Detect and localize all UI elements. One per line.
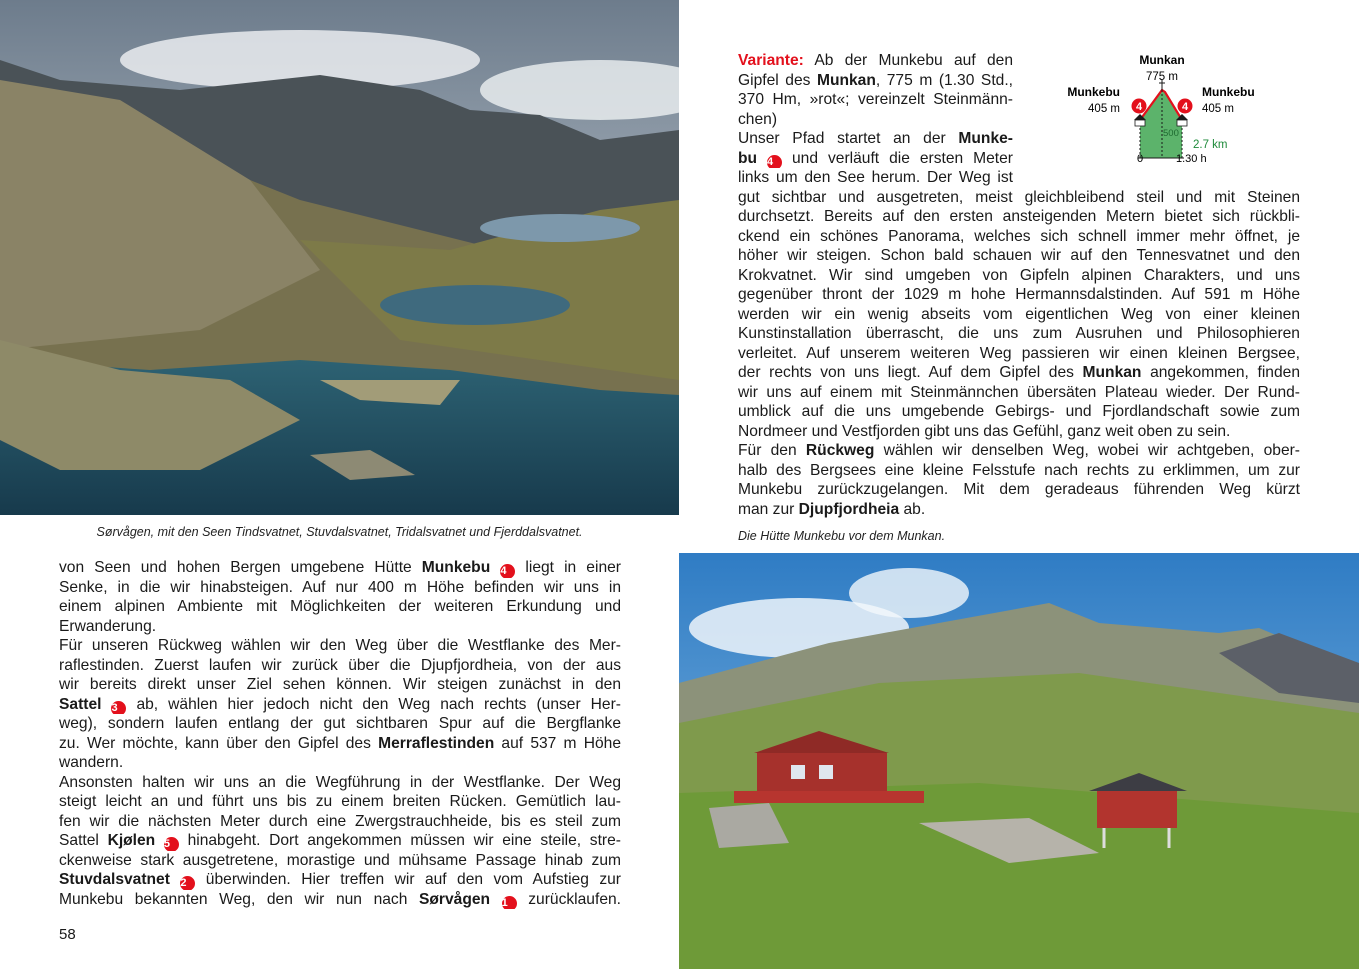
- bold-place-name: Sørvågen: [418, 890, 491, 908]
- text-line: [738, 363, 1300, 383]
- time-end-label: 1.30 h: [1176, 153, 1207, 165]
- text-span: Unser Pfad startet an der: [738, 130, 959, 147]
- text-line: [738, 110, 1013, 130]
- text-span: ab, wählen hier jedoch nicht den Weg nach rechts (unser Her-: [126, 695, 621, 713]
- bold-place-name: Munkan: [1082, 364, 1142, 381]
- waypoint-marker: 3: [111, 701, 126, 715]
- text-span: und verläuft die ersten Meter: [782, 149, 1013, 167]
- text-span: zu. Wer möchte, kann über den Gipfel des: [59, 734, 379, 752]
- text-line: [59, 656, 621, 676]
- text-span: Munkebu zurückzugelangen. Mit dem geradeaus führenden Weg kürzt: [738, 481, 1300, 498]
- text-line: [59, 851, 621, 871]
- text-span: auf 537 m Höhe: [494, 734, 621, 752]
- text-span: gegenüber thront der 1029 m hohe Hermannsdalstinden. Auf 591 m Höhe: [738, 286, 1300, 303]
- waypoint-marker-left: 4: [1135, 101, 1143, 113]
- text-span: hinabgeht. Dort angekommen müssen wir eine steile, stre-: [178, 832, 621, 849]
- start-altitude: 405 m: [1088, 103, 1120, 115]
- text-span: wählen wir denselben Weg, wobei wir achtgeben, ober-: [874, 442, 1300, 459]
- grid-label: 500: [1163, 128, 1179, 139]
- text-span: zurücklaufen.: [516, 890, 621, 908]
- text-line: [738, 246, 1300, 266]
- text-span: Ansonsten halten wir uns an die Wegführung in der Westflanke. Der Weg: [59, 773, 621, 791]
- text-span: steigt leicht an und führt uns bis zu einem breiten Rücken. Gemütlich lau-: [59, 793, 621, 810]
- text-line: [738, 266, 1300, 286]
- text-span: ckenweise stark ausgetretene, morastige und mühsame Passage hinab zum: [59, 851, 621, 869]
- text-line: [738, 305, 1300, 325]
- munkebu-hut-photo: [679, 553, 1359, 969]
- text-span: einem alpinen Ambiente mit Möglichkeiten der weiteren Erkundung und: [59, 598, 621, 615]
- text-span: von Seen und hohen Bergen umgebene Hütte: [59, 559, 422, 576]
- text-span: , 775 m (1.30 Std.,: [875, 71, 1013, 89]
- text-span: angekommen, finden: [1141, 364, 1300, 381]
- bold-place-name: Merraflestinden: [378, 734, 495, 752]
- right-photo-caption: Die Hütte Munkebu vor dem Munkan.: [738, 529, 946, 543]
- text-span: ab.: [899, 500, 926, 518]
- variant-label: Variante:: [738, 52, 804, 69]
- bold-place-name: Stuvdalsvatnet: [59, 871, 170, 888]
- text-span: Kunstinstallation überrascht, die uns zum Ausruhen und Philosophieren: [738, 325, 1300, 342]
- text-span: überwinden. Hier treffen wir auf den vom Aufstieg zur: [195, 871, 621, 888]
- text-line: [59, 773, 621, 793]
- text-line: [738, 285, 1300, 305]
- text-line: [738, 480, 1300, 500]
- profile-area: [1140, 90, 1182, 158]
- text-span: links um den See herum. Der Weg ist: [738, 169, 1013, 186]
- bold-place-name: Munke-: [958, 130, 1013, 147]
- text-line: [738, 129, 1013, 149]
- waypoint-marker: 4: [500, 564, 515, 578]
- text-span: Für unseren Rückweg wählen wir den Weg über die Westflanke des Mer-: [59, 637, 621, 654]
- text-span: Munkebu bekannten Weg, den wir nun nach: [59, 890, 419, 908]
- text-line: [738, 207, 1300, 227]
- waypoint-marker: 1: [502, 896, 517, 910]
- text-span: Krokvatnet. Wir sind umgeben von Gipfeln alpinen Charakters, und uns: [738, 266, 1300, 284]
- text-span: Erwanderung.: [59, 617, 157, 635]
- text-line: [738, 402, 1300, 422]
- text-span: durchsetzt. Bereits auf den ersten ansteigenden Metern bietet sich rückbli-: [738, 208, 1300, 225]
- left-body-text: [59, 558, 621, 909]
- distance-label: 2.7 km: [1193, 139, 1228, 151]
- bold-place-name: Rückweg: [805, 442, 875, 459]
- text-span: Senke, in die wir hinabsteigen. Auf nur 400 m Höhe befinden wir uns in: [59, 578, 621, 596]
- text-span: liegt in einer: [515, 559, 621, 576]
- bold-place-name: Djupfjordheia: [798, 500, 900, 518]
- waypoint-marker: 5: [164, 837, 179, 851]
- text-span: 370 Hm, »rot«; vereinzelt Steinmänn-: [738, 91, 1013, 108]
- text-line: [738, 500, 1300, 520]
- text-line: [738, 344, 1300, 364]
- text-line: [738, 461, 1300, 481]
- text-span: Nordmeer und Vestfjorden gibt uns das Gefühl, ganz weit oben zu sein.: [738, 422, 1231, 440]
- text-line: [738, 324, 1300, 344]
- text-span: umblick auf die uns umgebende Gebirgs- und Fjordlandschaft sowie zum: [738, 403, 1300, 420]
- text-span: fen wir die nächsten Meter durch eine Zwergstrauchheide, bis es steil zum: [59, 812, 621, 830]
- bold-place-name: Kjølen: [107, 832, 156, 849]
- text-line: [738, 149, 1013, 169]
- text-line: [738, 441, 1300, 461]
- text-span: chen): [738, 110, 778, 128]
- text-line: [59, 753, 621, 773]
- text-line: [59, 792, 621, 812]
- waypoint-marker-right: 4: [1181, 101, 1189, 113]
- text-line: [59, 636, 621, 656]
- elevation-profile: [1060, 48, 1280, 173]
- text-span: Gipfel des: [738, 71, 817, 89]
- text-span: werden wir ein wenig abseits vom eigentlichen Weg von einer kleinen: [738, 305, 1300, 323]
- page-number: 58: [59, 926, 76, 943]
- bold-place-name: Munkan: [816, 71, 876, 89]
- text-line: [738, 227, 1300, 247]
- text-span: gut sichtbar und ausgetreten, meist gleichbleibend steil und mit Steinen: [738, 188, 1300, 206]
- text-span: raflestinden. Zuerst laufen wir zurück über die Djupfjordheia, von der aus: [59, 656, 621, 674]
- text-span: Sattel: [59, 832, 108, 849]
- start-name: Munkebu: [1067, 85, 1120, 99]
- text-line: [738, 383, 1300, 403]
- text-line: [738, 90, 1013, 110]
- text-line: [59, 890, 621, 910]
- text-span: verleitet. Auf unserem weiteren Weg passieren wir einen kleinen Bergsee,: [738, 344, 1300, 362]
- text-line: [59, 870, 621, 890]
- text-line: [738, 51, 1013, 71]
- text-span: Für den: [738, 442, 806, 459]
- waypoint-marker: 4: [767, 155, 782, 169]
- text-line: [738, 168, 1013, 188]
- text-line: [738, 188, 1300, 208]
- waypoint-marker: 2: [180, 876, 195, 890]
- end-altitude: 405 m: [1202, 103, 1234, 115]
- text-span: wir uns auf einem mit Steinmännchen übersäten Plateau wieder. Der Rund-: [738, 383, 1300, 401]
- text-line: [59, 714, 621, 734]
- summit-altitude: 775 m: [1146, 71, 1178, 83]
- time-start-label: 0: [1136, 153, 1144, 165]
- text-span: man zur: [738, 500, 799, 518]
- text-span: wir bereits direkt unser Ziel sehen können. Wir steigen zunächst in den: [59, 676, 621, 693]
- text-span: weg), sondern laufen entlang der gut sichtbaren Spur auf die Bergflanke: [59, 715, 621, 732]
- text-line: [59, 558, 621, 578]
- text-span: der rechts von uns liegt. Auf dem Gipfel des: [738, 364, 1083, 381]
- text-line: [738, 422, 1300, 442]
- text-line: [59, 734, 621, 754]
- text-line: [59, 812, 621, 832]
- text-line: [738, 71, 1013, 91]
- bold-place-name: Munkebu: [421, 559, 491, 576]
- text-line: [59, 597, 621, 617]
- bold-place-name: bu: [738, 149, 758, 167]
- text-line: [59, 695, 621, 715]
- text-line: [59, 578, 621, 598]
- text-line: [59, 831, 621, 851]
- text-span: wandern.: [59, 754, 124, 771]
- text-span: höher wir steigen. Schon bald schauen wir auf den Tennesvatnet und den: [738, 247, 1300, 264]
- left-photo-caption: Sørvågen, mit den Seen Tindsvatnet, Stuvdalsvatnet, Tridalsvatnet und Fjerddalsvatnet.: [96, 525, 583, 539]
- end-name: Munkebu: [1202, 85, 1255, 99]
- sorvagen-aerial-photo: [0, 0, 679, 515]
- bold-place-name: Sattel: [59, 695, 102, 713]
- text-span: halb des Bergsees eine kleine Felsstufe nach rechts zu erklimmen, um zur: [738, 461, 1300, 479]
- text-line: [59, 675, 621, 695]
- text-line: [59, 617, 621, 637]
- text-span: ckend ein schönes Panorama, welches sich schnell immer mehr öffnet, je: [738, 227, 1300, 245]
- text-span: Ab der Munkebu auf den: [803, 52, 1013, 69]
- summit-name: Munkan: [1139, 53, 1185, 67]
